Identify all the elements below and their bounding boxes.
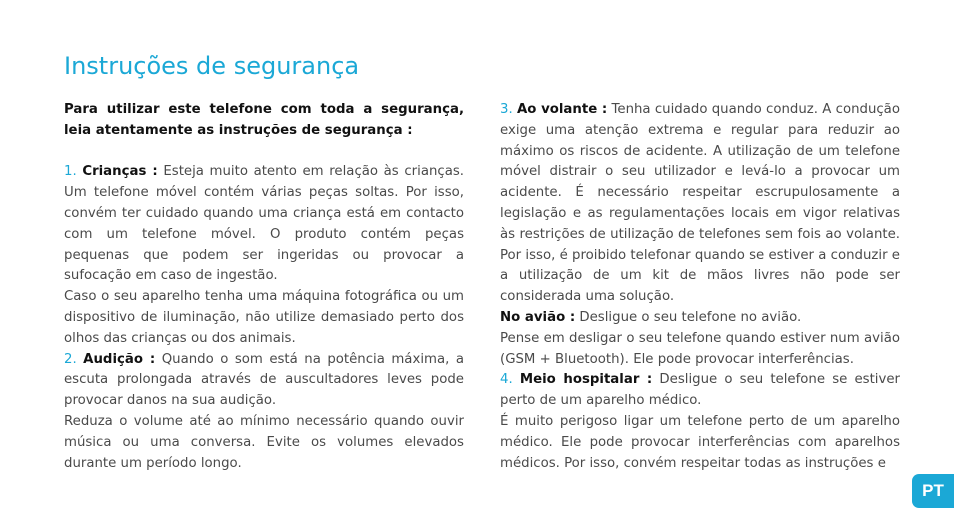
section-text: Tenha cuidado quando conduz. A condução exige uma atenção extrema e regular para reduzir ao máximo os riscos de acidente. A utilização de um telefone móvel distrair o seu utilizador e levá-lo a provocar um acidente. É necessário respeitar escrupulosamente a legislação e as regulamentações locais em vigor relativas às restrições de utilização de telefones sem fois ao volante. Por isso, é proibido telefonar quando se estiver a conduzir e a utilização de um kit de mãos livres não pode ser considerada uma solução.	[500, 102, 900, 305]
section-number: 2.	[64, 351, 77, 367]
intro-paragraph: Para utilizar este telefone com toda a segurança, leia atentamente as instruções de segurança :	[64, 102, 464, 138]
section-text: Esteja muito atento em relação às crianças. Um telefone móvel contém várias peças soltas. Por isso, convém ter cuidado quando uma criança está em contacto com um telefone móvel. O produto contém peças pequenas que podem ser ingeridas ou provocar a sufocação em caso de ingestão.	[64, 164, 465, 284]
section-text: Desligue o seu telefone no avião.	[579, 309, 802, 325]
section-heading: Ao volante :	[516, 102, 608, 117]
section-airplane	[500, 308, 900, 329]
section-driving	[500, 100, 900, 308]
section-number: 4.	[500, 372, 513, 388]
left-column	[64, 100, 464, 474]
page-title: Instruções de segurança	[64, 52, 360, 80]
section-children-extra: Caso o seu aparelho tenha uma máquina fotográfica ou um dispositivo de iluminação, não utilize demasiado perto dos olhos das crianças ou dos animais.	[64, 289, 464, 346]
section-heading: No avião :	[500, 309, 576, 325]
section-hearing-extra: Reduza o volume até ao mínimo necessário quando ouvir música ou uma conversa. Evite os volumes elevados durante um período longo.	[64, 413, 464, 471]
section-children	[64, 162, 464, 287]
section-hospital-extra: É muito perigoso ligar um telefone perto de um aparelho médico. Ele pode provocar interferências com aparelhos médicos. Por isso, convém respeitar todas as instruções e	[500, 413, 900, 471]
section-hearing	[64, 350, 464, 412]
section-airplane-extra: Pense em desligar o seu telefone quando estiver num avião (GSM + Bluetooth). Ele pode provocar interferências.	[500, 330, 900, 367]
section-heading: Crianças :	[82, 164, 158, 180]
paragraph-spacer	[64, 142, 464, 163]
right-column	[500, 100, 900, 474]
section-number: 1.	[64, 164, 77, 180]
section-text: Quando o som está na potência máxima, a escuta prolongada através de auscultadores leves pode provocar danos na sua audição.	[64, 351, 464, 409]
language-badge: PT	[912, 474, 954, 508]
section-number: 3.	[500, 102, 513, 117]
section-heading: Audição :	[83, 351, 156, 367]
section-hospital	[500, 370, 900, 412]
section-text: Desligue o seu telefone se estiver perto de um aparelho médico.	[500, 372, 900, 409]
section-heading: Meio hospitalar :	[519, 372, 653, 388]
